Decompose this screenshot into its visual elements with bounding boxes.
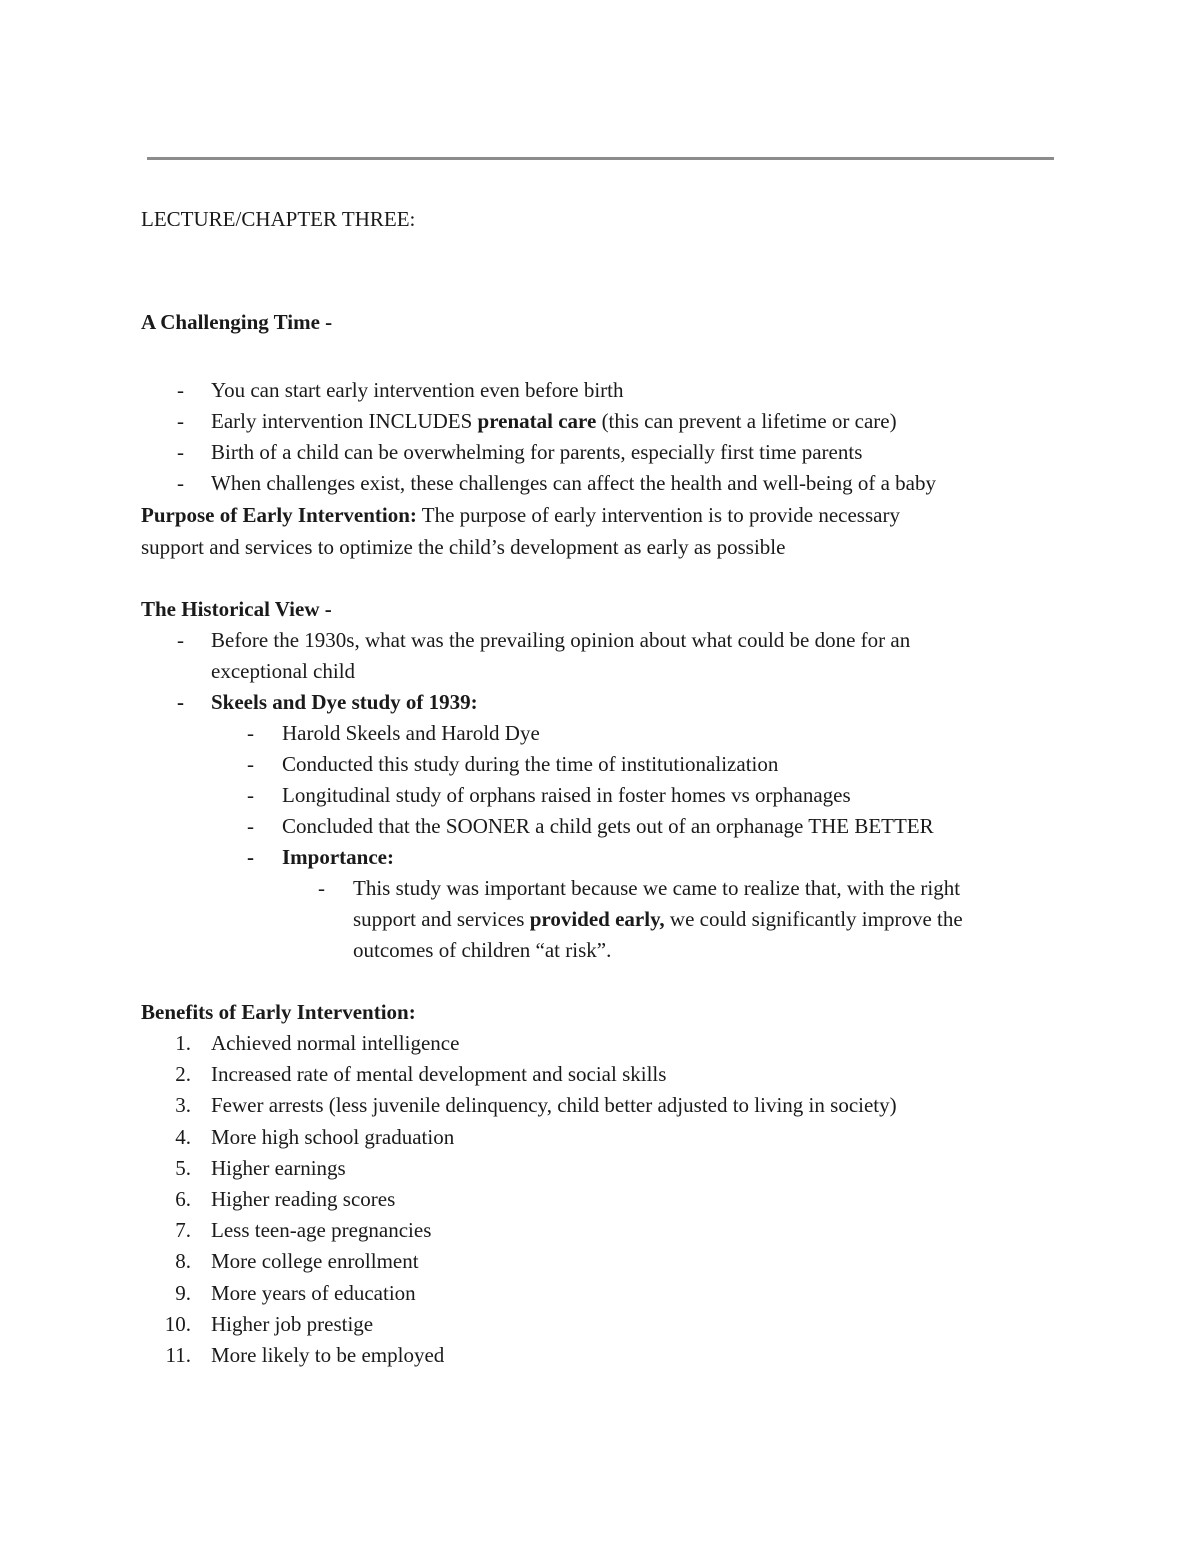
dash-bullet: - xyxy=(177,690,184,714)
lecture-heading: LECTURE/CHAPTER THREE: xyxy=(141,207,416,231)
benefit-text: Achieved normal intelligence xyxy=(211,1031,460,1055)
section-title-benefits: Benefits of Early Intervention: xyxy=(141,1000,416,1024)
dash-bullet: - xyxy=(177,440,184,464)
benefit-text: Fewer arrests (less juvenile delinquency, child better adjusted to living in society) xyxy=(211,1093,897,1117)
importance-label: Importance: xyxy=(282,845,394,869)
list-number: 11. xyxy=(165,1343,191,1367)
section-title-historical: The Historical View - xyxy=(141,597,332,621)
importance-text: outcomes of children “at risk”. xyxy=(353,938,612,962)
benefit-text: More years of education xyxy=(211,1281,416,1305)
dash-bullet: - xyxy=(247,814,254,838)
horizontal-rule xyxy=(147,157,1054,160)
list-number: 10. xyxy=(164,1312,191,1336)
list-number: 3. xyxy=(175,1093,191,1117)
bullet-text xyxy=(211,408,897,434)
benefit-text: Increased rate of mental development and social skills xyxy=(211,1062,667,1086)
sub-bullet-text: Conducted this study during the time of institutionalization xyxy=(282,752,779,776)
benefit-text: Less teen-age pregnancies xyxy=(211,1218,432,1242)
benefit-text: Higher reading scores xyxy=(211,1187,396,1211)
purpose-paragraph-line-2: support and services to optimize the child’s development as early as possible xyxy=(141,535,786,559)
list-number: 9. xyxy=(175,1281,191,1305)
sub-bullet-text: Longitudinal study of orphans raised in foster homes vs orphanages xyxy=(282,783,851,807)
dash-bullet: - xyxy=(177,471,184,495)
benefit-text: More likely to be employed xyxy=(211,1343,445,1367)
importance-text: This study was important because we came to realize that, with the right xyxy=(353,876,961,900)
dash-bullet: - xyxy=(177,378,184,402)
bullet-text: Birth of a child can be overwhelming for parents, especially first time parents xyxy=(211,440,863,464)
dash-bullet: - xyxy=(247,752,254,776)
dash-bullet: - xyxy=(177,628,184,652)
benefit-text: More college enrollment xyxy=(211,1249,419,1273)
list-number: 4. xyxy=(175,1125,191,1149)
dash-bullet: - xyxy=(318,876,325,900)
study-title: Skeels and Dye study of 1939: xyxy=(211,690,478,714)
list-number: 2. xyxy=(175,1062,191,1086)
bullet-text: When challenges exist, these challenges can affect the health and well-being of a baby xyxy=(211,471,936,495)
list-number: 5. xyxy=(175,1156,191,1180)
dash-bullet: - xyxy=(177,409,184,433)
purpose-label: Purpose of Early Intervention: xyxy=(141,503,417,527)
bullet-text: exceptional child xyxy=(211,659,356,683)
bullet-text-part: Early intervention INCLUDES xyxy=(211,409,478,433)
bullet-text: Before the 1930s, what was the prevailing opinion about what could be done for an xyxy=(211,628,911,652)
importance-text-emphasis: provided early, xyxy=(529,907,665,931)
dash-bullet: - xyxy=(247,845,254,869)
importance-text-part: support and services xyxy=(353,907,530,931)
dash-bullet: - xyxy=(247,721,254,745)
sub-bullet-text: Concluded that the SOONER a child gets out of an orphanage THE BETTER xyxy=(282,814,934,838)
benefit-text: More high school graduation xyxy=(211,1125,455,1149)
list-number: 7. xyxy=(175,1218,191,1242)
benefit-text: Higher job prestige xyxy=(211,1312,374,1336)
list-number: 6. xyxy=(175,1187,191,1211)
purpose-text: The purpose of early intervention is to provide necessary xyxy=(416,503,900,527)
purpose-paragraph-line-1 xyxy=(141,502,900,528)
list-number: 1. xyxy=(175,1031,191,1055)
benefit-text: Higher earnings xyxy=(211,1156,346,1180)
list-number: 8. xyxy=(175,1249,191,1273)
sub-bullet-text: Harold Skeels and Harold Dye xyxy=(282,721,540,745)
importance-text xyxy=(353,906,963,932)
dash-bullet: - xyxy=(247,783,254,807)
bullet-text: You can start early intervention even before birth xyxy=(211,378,624,402)
importance-text-part: we could significantly improve the xyxy=(664,907,963,931)
bullet-text-part: (this can prevent a lifetime or care) xyxy=(596,409,897,433)
bullet-text-emphasis: prenatal care xyxy=(477,409,597,433)
section-title-challenging: A Challenging Time - xyxy=(141,310,333,334)
